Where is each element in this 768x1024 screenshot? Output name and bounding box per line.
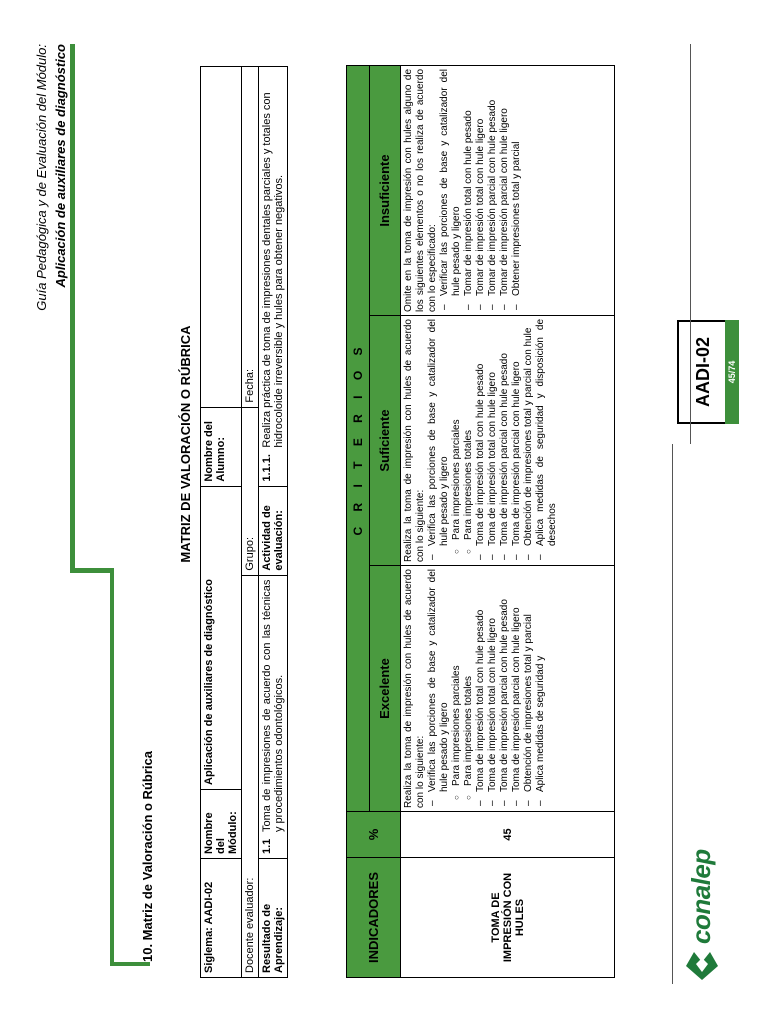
excellent-header: Excelente (370, 566, 401, 812)
info-table (200, 66, 288, 978)
sufficient-item: – Toma de impresión parcial con hule ligero (511, 319, 523, 546)
result-cell (259, 575, 288, 858)
rubric-table (346, 65, 615, 978)
sufficient-cell (401, 316, 615, 566)
percent-cell: 45 (401, 812, 615, 858)
result-text: Toma de impresiones de acuerdo con las técnicas y procedimientos odontológicos. (261, 579, 285, 832)
excellent-item: – Toma de impresión parcial con hule pesado (499, 569, 511, 792)
excellent-cell (401, 566, 615, 812)
sufficient-item: – Toma de impresión total con hule pesado (475, 319, 487, 546)
header-module-title: Aplicación de auxiliares de diagnóstico (53, 44, 68, 288)
activity-number: 1.1.1. (261, 454, 273, 482)
footer-page-number: 45/74 (725, 320, 739, 424)
footer-badge (677, 324, 737, 424)
excellent-item: – Toma de impresión parcial con hule ligero (511, 569, 523, 792)
sufficient-item: – Toma de impresión total con hule ligero (487, 319, 499, 546)
header-guide-title: Guía Pedagógica y de Evaluación del Módulo: (34, 44, 49, 311)
insufficient-item: – Tomar de impresión parcial con hule ligero (499, 69, 511, 296)
excellent-item: – Toma de impresión total con hule ligero (487, 569, 499, 792)
insufficient-header: Insuficiente (370, 65, 401, 315)
student-name-field[interactable] (201, 67, 242, 408)
activity-text: Realiza práctica de toma de impresiones dentales parciales y totales con hidrocoloide irreversible y hules para obtener negativos. (261, 92, 285, 448)
criteria-header: C R I T E R I O S (347, 65, 370, 811)
section-title: 10. Matriz de Valoración o Rúbrica (140, 751, 155, 962)
sufficient-header: Suficiente (370, 316, 401, 566)
excellent-item: – Toma de impresión total con hule pesado (475, 569, 487, 792)
excellent-subitem: ○ Para impresiones parciales (451, 569, 463, 786)
excellent-item: – Verifica las porciones de base y catalizador del hule pesado y ligero (427, 569, 451, 792)
group-label: Grupo: (242, 407, 259, 575)
module-name-value: Aplicación de auxiliares de diagnóstico (201, 486, 242, 789)
matrix-title: MATRIZ DE VALORACIÓN O RÚBRICA (178, 325, 193, 563)
page-border-bottom (672, 444, 673, 984)
sufficient-sublist (451, 319, 475, 546)
module-name-label: Nombre del Módulo: (201, 790, 242, 859)
header-rule-step (70, 568, 114, 573)
sufficient-item: – Obtención de impresiones total y parcial con hule (523, 319, 535, 546)
sufficient-subitem: ○ Para impresiones totales (463, 319, 475, 540)
result-label: Resultado de Aprendizaje: (259, 859, 288, 978)
insufficient-item: – Tomar de impresión total con hule ligero (475, 69, 487, 296)
footer-rule (690, 44, 691, 444)
excellent-item: – Obtención de impresiones total y parcial (523, 569, 535, 792)
excellent-intro: Realiza la toma de impresión con hules de acuerdo con lo siguiente: (403, 569, 426, 808)
insufficient-item: – Verificar las porciones de base y catalizador del hule pesado y ligero (439, 69, 463, 296)
insufficient-item: – Tomar de impresión total con hule pesado (463, 69, 475, 296)
insufficient-cell (401, 65, 615, 315)
student-name-label: Nombre del Alumno: (201, 407, 242, 486)
section-rule-left (110, 962, 150, 966)
conalep-logo (682, 844, 728, 984)
sufficient-item: – Verifica las porciones de base y catalizador del hule pesado y ligero (427, 319, 451, 546)
sufficient-item: – Aplica medidas de seguridad y disposición de desechos (535, 319, 559, 546)
indicators-header: INDICADORES (347, 858, 401, 978)
sufficient-intro: Realiza la toma de impresión con hules de acuerdo con lo siguiente: (403, 319, 426, 562)
excellent-sublist (451, 569, 475, 792)
activity-label: Actividad de evaluación: (259, 486, 288, 575)
logo-text: conalep (686, 849, 716, 944)
insufficient-intro: Omite en la toma de impresión con hules alguno de los siguientes elementos o no los realiza de acuerdo con lo especificado: (403, 68, 438, 312)
section-rule (110, 570, 114, 966)
indicator-cell: TOMA DE IMPRESIÓN CON HULES (401, 858, 615, 978)
sufficient-subitem: ○ Para impresiones parciales (451, 319, 463, 540)
percent-header: % (347, 812, 401, 858)
footer-code: AADI-02 (677, 320, 729, 424)
result-number: 1.1 (261, 838, 273, 854)
sufficient-item: – Toma de impresión parcial con hule pesado (499, 319, 511, 546)
date-label: Fecha: (242, 67, 259, 408)
sigla-cell: Siglema: AADI-02 (201, 859, 242, 978)
conalep-logo-icon (682, 948, 722, 984)
header-rule (70, 44, 75, 569)
insufficient-item: – Obtener impresiones total y parcial (511, 69, 523, 296)
insufficient-item: – Tomar de impresión parcial con hule pesado (487, 69, 499, 296)
excellent-item: – Aplica medidas de seguridad y (535, 569, 547, 792)
activity-cell (259, 67, 288, 487)
excellent-subitem: ○ Para impresiones totales (463, 569, 475, 786)
evaluator-label: Docente evaluador: (242, 575, 259, 977)
